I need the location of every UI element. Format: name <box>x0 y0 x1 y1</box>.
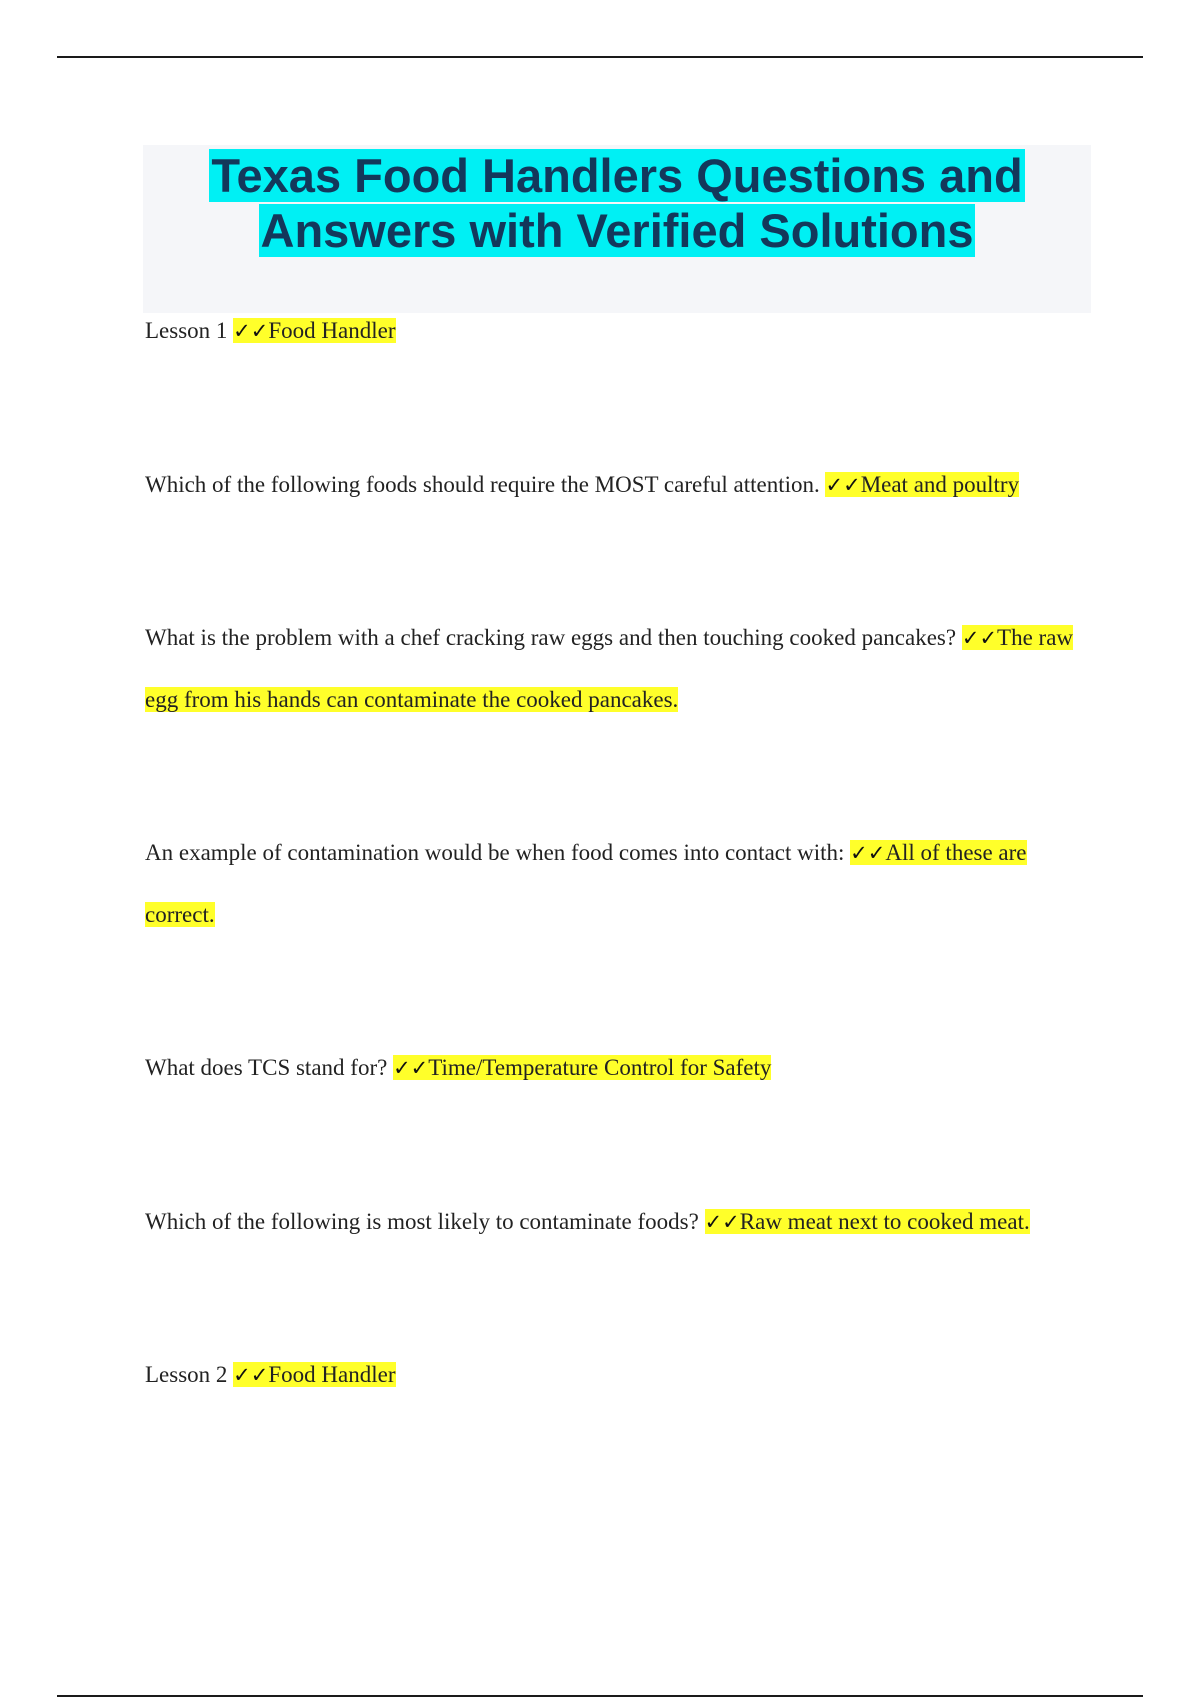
answer-highlight <box>825 472 1019 497</box>
answer-text: All of these are correct. <box>145 840 1027 927</box>
qa-item <box>145 1037 1085 1099</box>
document-title <box>143 145 1091 258</box>
qa-item <box>145 822 1085 945</box>
answer-text: Raw meat next to cooked meat. <box>739 1209 1030 1234</box>
question-text: Lesson 2 <box>145 1362 228 1387</box>
qa-item <box>145 1191 1085 1253</box>
check-mark-icon: ✓✓ <box>393 1056 429 1080</box>
qa-item <box>145 454 1085 516</box>
check-mark-icon: ✓✓ <box>233 319 269 343</box>
answer-text: The raw egg from his hands can contaminate the cooked pancakes. <box>145 625 1074 712</box>
title-panel <box>143 145 1091 313</box>
title-line-2: Answers with Verified Solutions <box>260 204 974 257</box>
top-rule <box>57 56 1143 58</box>
check-mark-icon: ✓✓ <box>825 473 861 497</box>
question-text: An example of contamination would be when food comes into contact with: <box>145 840 845 865</box>
qa-item-lesson-1 <box>145 300 1085 362</box>
question-text: Which of the following foods should require the MOST careful attention. <box>145 472 820 497</box>
check-mark-icon: ✓✓ <box>961 626 998 650</box>
question-text: What is the problem with a chef cracking raw eggs and then touching cooked pancakes? <box>145 625 957 650</box>
answer-text: Meat and poultry <box>860 472 1020 497</box>
qa-item <box>145 607 1085 730</box>
answer-highlight <box>393 1055 771 1080</box>
answer-text: Food Handler <box>268 1362 396 1387</box>
check-mark-icon: ✓✓ <box>704 1210 740 1234</box>
check-mark-icon: ✓✓ <box>233 1363 269 1387</box>
bottom-rule <box>57 1695 1143 1697</box>
question-text: Which of the following is most likely to contaminate foods? <box>145 1209 699 1234</box>
answer-highlight <box>233 318 395 343</box>
qa-list <box>145 300 1085 1406</box>
answer-highlight <box>705 1209 1030 1234</box>
question-text: Lesson 1 <box>145 318 228 343</box>
qa-item-lesson-2 <box>145 1344 1085 1406</box>
answer-text: Time/Temperature Control for Safety <box>428 1055 772 1080</box>
title-line-1: Texas Food Handlers Questions and <box>211 149 1023 202</box>
check-mark-icon: ✓✓ <box>850 841 886 865</box>
question-text: What does TCS stand for? <box>145 1055 388 1080</box>
answer-highlight <box>233 1362 395 1387</box>
answer-text: Food Handler <box>268 318 396 343</box>
